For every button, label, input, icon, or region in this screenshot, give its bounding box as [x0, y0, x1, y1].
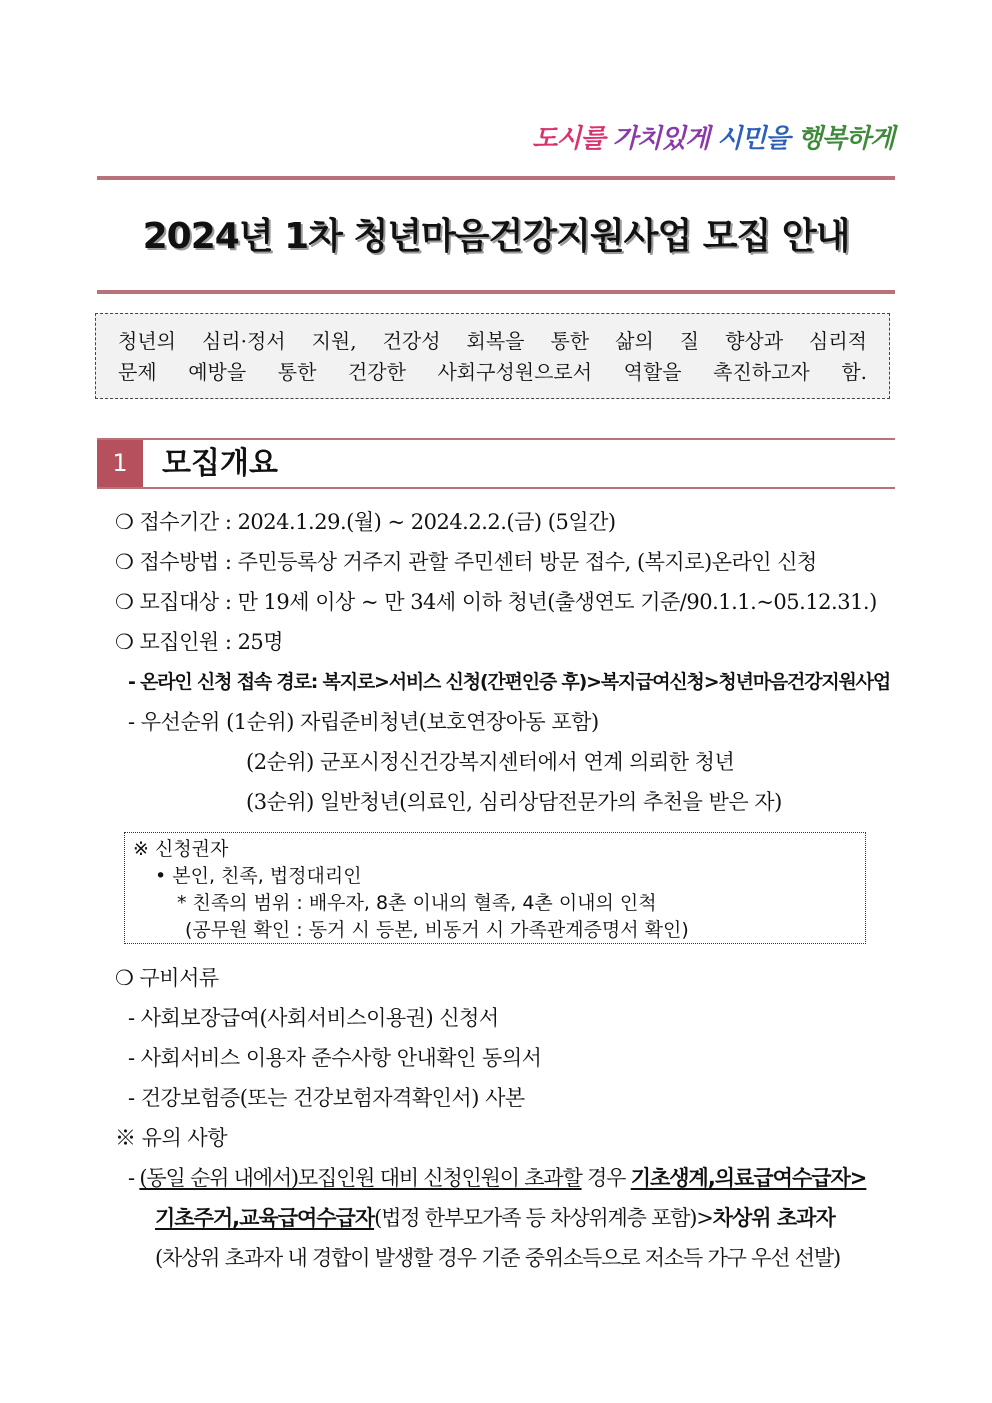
- note-sub-2: (공무원 확인 : 동거 시 등본, 비동거 시 가족관계증명서 확인): [185, 919, 689, 941]
- applicant-note-box: [124, 832, 866, 944]
- title-top-rule: [97, 176, 895, 180]
- documents-heading: ❍ 구비서류: [115, 966, 219, 990]
- section-title: 모집개요: [162, 446, 278, 481]
- note-heading: ※ 신청권자: [133, 838, 229, 860]
- application-period: ❍ 접수기간 : 2024.1.29.(월) ~ 2024.2.2.(금) (5일간): [115, 510, 616, 534]
- document-title: 2024년 1차 청년마음건강지원사업 모집 안내: [142, 216, 850, 257]
- application-method: ❍ 접수방법 : 주민등록상 거주지 관할 주민센터 방문 접수, (복지로)온라인 신청: [115, 550, 817, 574]
- purpose-line-2: 문제 예방을 통한 건강한 사회구성원으로서 역할을 촉진하고자 함.: [118, 360, 867, 384]
- caution-line-3: (차상위 초과자 내 경합이 발생할 경우 기준 중위소득으로 저소득 가구 우선 선발): [155, 1246, 840, 1270]
- section-bottom-rule: [97, 487, 895, 489]
- priority-2: (2순위) 군포시정신건강복지센터에서 연계 의뢰한 청년: [246, 750, 735, 774]
- recruitment-count: ❍ 모집인원 : 25명: [115, 630, 284, 654]
- section-number: 1: [97, 440, 143, 487]
- document-item-1: - 사회보장급여(사회서비스이용권) 신청서: [128, 1006, 499, 1030]
- recruitment-target: ❍ 모집대상 : 만 19세 이상 ~ 만 34세 이하 청년(출생연도 기준/90.1.1.~05.12.31.): [115, 590, 877, 614]
- priority-3: (3순위) 일반청년(의료인, 심리상담전문가의 추천을 받은 자): [246, 790, 782, 814]
- document-item-2: - 사회서비스 이용자 준수사항 안내확인 동의서: [128, 1046, 542, 1070]
- caution-line-2: 기초주거,교육급여수급자(법정 한부모가족 등 차상위계층 포함)>차상위 초과자: [155, 1206, 835, 1230]
- note-sub-1: * 친족의 범위 : 배우자, 8촌 이내의 혈족, 4촌 이내의 인척: [177, 892, 657, 914]
- purpose-line-1: 청년의 심리·정서 지원, 건강성 회복을 통한 삶의 질 향상과 심리적: [118, 329, 867, 353]
- caution-heading: ※ 유의 사항: [115, 1126, 227, 1150]
- title-bottom-rule: [97, 290, 895, 294]
- caution-line-1: - (동일 순위 내에서)모집인원 대비 신청인원이 초과할 경우 기초생계,의료급여수급자>: [128, 1166, 867, 1190]
- priority-1: - 우선순위 (1순위) 자립준비청년(보호연장아동 포함): [128, 710, 599, 734]
- document-item-3: - 건강보험증(또는 건강보험자격확인서) 사본: [128, 1086, 525, 1110]
- online-application-path: - 온라인 신청 접속 경로: 복지로>서비스 신청(간편인증 후)>복지급여신청>청년마음건강지원사업: [128, 671, 890, 693]
- city-slogan-logo: 도시를 가치있게 시민을 행복하게: [532, 124, 894, 154]
- purpose-box: [95, 313, 890, 399]
- note-item: • 본인, 친족, 법정대리인: [155, 865, 362, 887]
